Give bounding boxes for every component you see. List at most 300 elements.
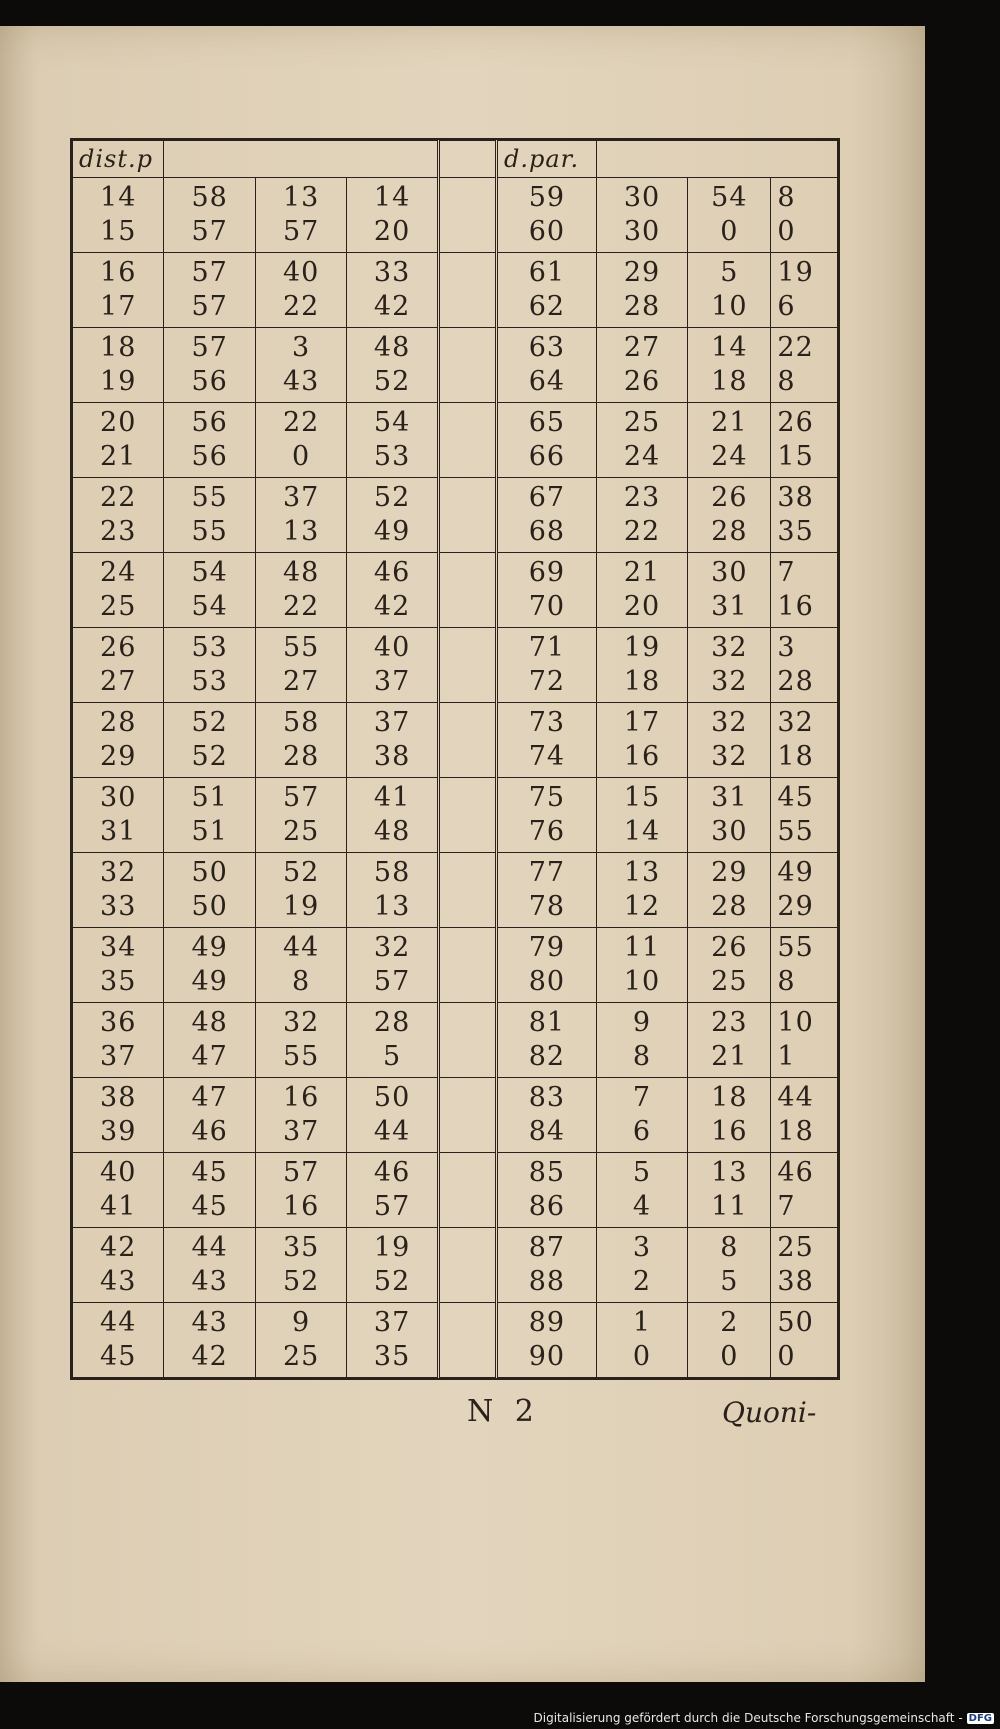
cell-value: 26 bbox=[777, 407, 814, 438]
table-cell bbox=[73, 178, 164, 253]
cell-value: 40 bbox=[282, 257, 320, 288]
header-blank-right bbox=[596, 141, 837, 178]
table-header-row bbox=[73, 141, 838, 178]
cell-value: 22 bbox=[282, 407, 320, 438]
table-cell bbox=[73, 778, 164, 853]
table-cell bbox=[255, 253, 346, 328]
cell-value: 62 bbox=[528, 291, 566, 322]
table-cell bbox=[164, 178, 255, 253]
cell-value: 26 bbox=[711, 482, 748, 513]
cell-value: 9 bbox=[292, 1307, 311, 1338]
digitization-footer bbox=[534, 1711, 995, 1725]
cell-value: 29 bbox=[777, 891, 814, 922]
table-cell bbox=[347, 778, 438, 853]
cell-value: 16 bbox=[711, 1116, 748, 1147]
cell-value: 31 bbox=[711, 782, 748, 813]
cell-value: 3 bbox=[292, 332, 311, 363]
cell-value: 51 bbox=[191, 816, 228, 847]
cell-value: 50 bbox=[777, 1307, 814, 1338]
cell-value: 19 bbox=[100, 366, 137, 397]
table-cell bbox=[771, 853, 838, 928]
cell-value: 7 bbox=[777, 1191, 796, 1222]
cell-value: 32 bbox=[373, 932, 411, 963]
cell-value: 26 bbox=[711, 932, 748, 963]
cell-value: 24 bbox=[711, 441, 748, 472]
book-page bbox=[0, 26, 925, 1682]
cell-value: 56 bbox=[191, 407, 228, 438]
cell-value: 49 bbox=[777, 857, 814, 888]
cell-value: 64 bbox=[528, 366, 566, 397]
table-cell bbox=[347, 628, 438, 703]
cell-value: 11 bbox=[711, 1191, 748, 1222]
astronomical-table bbox=[70, 138, 840, 1380]
cell-value: 71 bbox=[528, 632, 566, 663]
cell-value: 57 bbox=[191, 216, 228, 247]
cell-value: 20 bbox=[100, 407, 137, 438]
cell-value: 52 bbox=[191, 707, 228, 738]
cell-value: 16 bbox=[282, 1191, 320, 1222]
cell-value: 54 bbox=[711, 182, 748, 213]
table-cell bbox=[164, 403, 255, 478]
table-cell bbox=[164, 1228, 255, 1303]
cell-value: 83 bbox=[528, 1082, 566, 1113]
cell-value: 21 bbox=[711, 1041, 748, 1072]
table-cell bbox=[255, 853, 346, 928]
table-cell bbox=[497, 253, 597, 328]
table-cell bbox=[73, 1303, 164, 1378]
table-cell bbox=[347, 553, 438, 628]
cell-value: 61 bbox=[528, 257, 566, 288]
cell-value: 30 bbox=[711, 816, 748, 847]
table-cell bbox=[497, 853, 597, 928]
cell-value: 52 bbox=[373, 366, 411, 397]
cell-value: 44 bbox=[191, 1232, 228, 1263]
table-cell bbox=[497, 1003, 597, 1078]
gap-cell bbox=[438, 403, 496, 478]
table-row bbox=[73, 1153, 838, 1228]
cell-value: 19 bbox=[373, 1232, 411, 1263]
cell-value: 70 bbox=[528, 591, 566, 622]
cell-value: 46 bbox=[777, 1157, 814, 1188]
cell-value: 55 bbox=[191, 482, 228, 513]
table-cell bbox=[347, 403, 438, 478]
table-cell bbox=[255, 553, 346, 628]
signature-mark: N 2 bbox=[467, 1394, 540, 1429]
cell-value: 20 bbox=[623, 591, 661, 622]
cell-value: 35 bbox=[777, 516, 814, 547]
table-cell bbox=[497, 1228, 597, 1303]
cell-value: 7 bbox=[777, 557, 796, 588]
table-cell bbox=[596, 853, 687, 928]
cell-value: 53 bbox=[191, 632, 228, 663]
cell-value: 0 bbox=[292, 441, 311, 472]
cell-value: 0 bbox=[777, 1341, 796, 1372]
cell-value: 16 bbox=[623, 741, 661, 772]
cell-value: 46 bbox=[373, 557, 411, 588]
table-row bbox=[73, 328, 838, 403]
cell-value: 29 bbox=[100, 741, 137, 772]
table-cell bbox=[497, 553, 597, 628]
table-cell bbox=[497, 478, 597, 553]
cell-value: 41 bbox=[373, 782, 411, 813]
table-cell bbox=[347, 1078, 438, 1153]
cell-value: 3 bbox=[777, 632, 796, 663]
table-cell bbox=[497, 178, 597, 253]
cell-value: 25 bbox=[711, 966, 748, 997]
table-cell bbox=[164, 928, 255, 1003]
cell-value: 68 bbox=[528, 516, 566, 547]
cell-value: 22 bbox=[623, 516, 661, 547]
table-cell bbox=[771, 628, 838, 703]
cell-value: 14 bbox=[100, 182, 137, 213]
table-cell bbox=[596, 178, 687, 253]
cell-value: 52 bbox=[282, 1266, 320, 1297]
cell-value: 32 bbox=[711, 707, 748, 738]
cell-value: 29 bbox=[711, 857, 748, 888]
table-row bbox=[73, 478, 838, 553]
cell-value: 74 bbox=[528, 741, 566, 772]
cell-value: 57 bbox=[191, 291, 228, 322]
table-cell bbox=[688, 553, 771, 628]
table-row bbox=[73, 403, 838, 478]
gap-cell bbox=[438, 253, 496, 328]
cell-value: 46 bbox=[373, 1157, 411, 1188]
cell-value: 28 bbox=[711, 516, 748, 547]
table-cell bbox=[771, 703, 838, 778]
table-cell bbox=[596, 928, 687, 1003]
table-cell bbox=[255, 328, 346, 403]
table-cell bbox=[347, 853, 438, 928]
table-cell bbox=[255, 1003, 346, 1078]
gap-cell bbox=[438, 1078, 496, 1153]
table-cell bbox=[164, 1303, 255, 1378]
cell-value: 15 bbox=[777, 441, 814, 472]
table-cell bbox=[771, 778, 838, 853]
cell-value: 21 bbox=[100, 441, 137, 472]
cell-value: 7 bbox=[632, 1082, 652, 1113]
cell-value: 89 bbox=[528, 1307, 566, 1338]
cell-value: 29 bbox=[623, 257, 661, 288]
table-cell bbox=[347, 1003, 438, 1078]
table-cell bbox=[164, 253, 255, 328]
table-cell bbox=[596, 1303, 687, 1378]
cell-value: 50 bbox=[191, 891, 228, 922]
cell-value: 44 bbox=[373, 1116, 411, 1147]
cell-value: 12 bbox=[623, 891, 661, 922]
table-row bbox=[73, 853, 838, 928]
table-cell bbox=[347, 328, 438, 403]
cell-value: 40 bbox=[100, 1157, 137, 1188]
cell-value: 18 bbox=[711, 1082, 748, 1113]
cell-value: 26 bbox=[623, 366, 661, 397]
table-cell bbox=[771, 553, 838, 628]
table-cell bbox=[73, 1228, 164, 1303]
cell-value: 27 bbox=[282, 666, 320, 697]
cell-value: 78 bbox=[528, 891, 566, 922]
table-cell bbox=[771, 478, 838, 553]
table-cell bbox=[688, 853, 771, 928]
table-cell bbox=[688, 478, 771, 553]
gap-cell bbox=[438, 478, 496, 553]
table-cell bbox=[688, 178, 771, 253]
cell-value: 50 bbox=[191, 857, 228, 888]
table-cell bbox=[771, 928, 838, 1003]
cell-value: 25 bbox=[100, 591, 137, 622]
table-cell bbox=[255, 1153, 346, 1228]
cell-value: 37 bbox=[373, 1307, 411, 1338]
cell-value: 15 bbox=[623, 782, 661, 813]
cell-value: 65 bbox=[528, 407, 566, 438]
table-cell bbox=[497, 403, 597, 478]
cell-value: 53 bbox=[373, 441, 411, 472]
cell-value: 23 bbox=[711, 1007, 748, 1038]
table-cell bbox=[73, 328, 164, 403]
table-cell bbox=[497, 628, 597, 703]
dfg-logo: DFG bbox=[968, 1712, 992, 1724]
gap-cell bbox=[438, 328, 496, 403]
cell-value: 33 bbox=[373, 257, 411, 288]
table-cell bbox=[688, 1153, 771, 1228]
cell-value: 13 bbox=[282, 182, 320, 213]
cell-value: 8 bbox=[292, 966, 311, 997]
cell-value: 17 bbox=[100, 291, 137, 322]
cell-value: 0 bbox=[777, 216, 796, 247]
cell-value: 8 bbox=[777, 366, 796, 397]
table-cell bbox=[497, 703, 597, 778]
cell-value: 19 bbox=[282, 891, 320, 922]
table-row bbox=[73, 1228, 838, 1303]
table-row bbox=[73, 1003, 838, 1078]
cell-value: 2 bbox=[720, 1307, 739, 1338]
table-row bbox=[73, 778, 838, 853]
cell-value: 16 bbox=[777, 591, 814, 622]
cell-value: 22 bbox=[100, 482, 137, 513]
cell-value: 5 bbox=[720, 257, 739, 288]
table-cell bbox=[164, 478, 255, 553]
cell-value: 45 bbox=[100, 1341, 137, 1372]
cell-value: 4 bbox=[632, 1191, 652, 1222]
cell-value: 26 bbox=[100, 632, 137, 663]
cell-value: 22 bbox=[777, 332, 814, 363]
cell-value: 84 bbox=[528, 1116, 566, 1147]
cell-value: 57 bbox=[373, 966, 411, 997]
gap-cell bbox=[438, 1303, 496, 1378]
cell-value: 25 bbox=[623, 407, 661, 438]
cell-value: 3 bbox=[632, 1232, 652, 1263]
table-cell bbox=[164, 778, 255, 853]
cell-value: 57 bbox=[282, 1157, 320, 1188]
cell-value: 27 bbox=[100, 666, 137, 697]
cell-value: 9 bbox=[632, 1007, 652, 1038]
cell-value: 8 bbox=[632, 1041, 652, 1072]
cell-value: 77 bbox=[528, 857, 566, 888]
cell-value: 37 bbox=[373, 707, 411, 738]
table-cell bbox=[771, 328, 838, 403]
cell-value: 0 bbox=[632, 1341, 652, 1372]
table-cell bbox=[347, 1228, 438, 1303]
cell-value: 59 bbox=[528, 182, 566, 213]
cell-value: 19 bbox=[623, 632, 661, 663]
table-cell bbox=[688, 1228, 771, 1303]
cell-value: 10 bbox=[777, 1007, 814, 1038]
cell-value: 32 bbox=[711, 666, 748, 697]
cell-value: 37 bbox=[282, 1116, 320, 1147]
table-cell bbox=[347, 478, 438, 553]
cell-value: 13 bbox=[623, 857, 661, 888]
cell-value: 31 bbox=[100, 816, 137, 847]
table-cell bbox=[497, 1078, 597, 1153]
table-row bbox=[73, 253, 838, 328]
cell-value: 43 bbox=[100, 1266, 137, 1297]
cell-value: 28 bbox=[282, 741, 320, 772]
table-cell bbox=[688, 253, 771, 328]
table-cell bbox=[596, 1153, 687, 1228]
cell-value: 38 bbox=[777, 1266, 814, 1297]
cell-value: 22 bbox=[282, 591, 320, 622]
table-cell bbox=[688, 328, 771, 403]
cell-value: 43 bbox=[191, 1266, 228, 1297]
cell-value: 32 bbox=[100, 857, 137, 888]
cell-value: 5 bbox=[632, 1157, 652, 1188]
table-cell bbox=[164, 1003, 255, 1078]
cell-value: 85 bbox=[528, 1157, 566, 1188]
cell-value: 32 bbox=[282, 1007, 320, 1038]
cell-value: 55 bbox=[777, 932, 814, 963]
cell-value: 72 bbox=[528, 666, 566, 697]
table-cell bbox=[73, 703, 164, 778]
table-cell bbox=[688, 1003, 771, 1078]
cell-value: 30 bbox=[711, 557, 748, 588]
table-cell bbox=[688, 703, 771, 778]
cell-value: 53 bbox=[191, 666, 228, 697]
footer-text: Digitalisierung gefördert durch die Deutsche Forschungsgemeinschaft - bbox=[533, 1711, 963, 1725]
cell-value: 20 bbox=[373, 216, 411, 247]
gap-cell bbox=[438, 703, 496, 778]
cell-value: 56 bbox=[191, 441, 228, 472]
table-cell bbox=[688, 778, 771, 853]
cell-value: 46 bbox=[191, 1116, 228, 1147]
cell-value: 35 bbox=[100, 966, 137, 997]
table-row bbox=[73, 928, 838, 1003]
table-row bbox=[73, 703, 838, 778]
table-cell bbox=[497, 928, 597, 1003]
cell-value: 87 bbox=[528, 1232, 566, 1263]
table-cell bbox=[688, 628, 771, 703]
cell-value: 36 bbox=[100, 1007, 137, 1038]
cell-value: 18 bbox=[100, 332, 137, 363]
cell-value: 5 bbox=[382, 1041, 402, 1072]
gap-cell bbox=[438, 778, 496, 853]
cell-value: 2 bbox=[632, 1266, 652, 1297]
cell-value: 6 bbox=[777, 291, 796, 322]
cell-value: 18 bbox=[777, 1116, 814, 1147]
table-row bbox=[73, 178, 838, 253]
cell-value: 32 bbox=[711, 632, 748, 663]
cell-value: 37 bbox=[100, 1041, 137, 1072]
gap-cell bbox=[438, 628, 496, 703]
table-cell bbox=[164, 1153, 255, 1228]
cell-value: 52 bbox=[373, 482, 411, 513]
cell-value: 52 bbox=[191, 741, 228, 772]
gap-cell bbox=[438, 1003, 496, 1078]
cell-value: 58 bbox=[191, 182, 228, 213]
cell-value: 23 bbox=[100, 516, 137, 547]
table-cell bbox=[73, 553, 164, 628]
table-cell bbox=[596, 628, 687, 703]
cell-value: 38 bbox=[777, 482, 814, 513]
cell-value: 54 bbox=[191, 591, 228, 622]
catchword: Quoni- bbox=[722, 1396, 817, 1429]
table-cell bbox=[771, 253, 838, 328]
cell-value: 13 bbox=[373, 891, 411, 922]
cell-value: 40 bbox=[373, 632, 411, 663]
cell-value: 28 bbox=[623, 291, 661, 322]
table-cell bbox=[596, 253, 687, 328]
table-cell bbox=[771, 1003, 838, 1078]
cell-value: 47 bbox=[191, 1082, 228, 1113]
cell-value: 14 bbox=[373, 182, 411, 213]
cell-value: 8 bbox=[777, 966, 796, 997]
cell-value: 90 bbox=[528, 1341, 566, 1372]
table-cell bbox=[73, 253, 164, 328]
cell-value: 5 bbox=[720, 1266, 739, 1297]
table-cell bbox=[596, 778, 687, 853]
cell-value: 37 bbox=[282, 482, 320, 513]
cell-value: 30 bbox=[623, 182, 661, 213]
table-cell bbox=[73, 628, 164, 703]
table-cell bbox=[596, 553, 687, 628]
gap-cell bbox=[438, 928, 496, 1003]
header-dist-label: dist.p bbox=[73, 141, 164, 178]
table-cell bbox=[596, 1078, 687, 1153]
cell-value: 42 bbox=[100, 1232, 137, 1263]
cell-value: 57 bbox=[373, 1191, 411, 1222]
cell-value: 76 bbox=[528, 816, 566, 847]
cell-value: 33 bbox=[100, 891, 137, 922]
table-row bbox=[73, 553, 838, 628]
cell-value: 35 bbox=[373, 1341, 411, 1372]
cell-value: 34 bbox=[100, 932, 137, 963]
header-gap bbox=[438, 141, 496, 178]
cell-value: 10 bbox=[623, 966, 661, 997]
cell-value: 57 bbox=[282, 782, 320, 813]
table-cell bbox=[73, 1153, 164, 1228]
gap-cell bbox=[438, 853, 496, 928]
cell-value: 39 bbox=[100, 1116, 137, 1147]
cell-value: 24 bbox=[100, 557, 137, 588]
cell-value: 31 bbox=[711, 591, 748, 622]
cell-value: 21 bbox=[711, 407, 748, 438]
table-cell bbox=[771, 403, 838, 478]
cell-value: 13 bbox=[282, 516, 320, 547]
header-dpar-label: d.par. bbox=[497, 141, 597, 178]
table-cell bbox=[596, 328, 687, 403]
cell-value: 67 bbox=[528, 482, 566, 513]
cell-value: 63 bbox=[528, 332, 566, 363]
cell-value: 88 bbox=[528, 1266, 566, 1297]
cell-value: 54 bbox=[373, 407, 411, 438]
table-cell bbox=[596, 1003, 687, 1078]
table-cell bbox=[73, 403, 164, 478]
table-cell bbox=[73, 478, 164, 553]
cell-value: 0 bbox=[720, 216, 739, 247]
table-cell bbox=[596, 1228, 687, 1303]
cell-value: 6 bbox=[632, 1116, 652, 1147]
cell-value: 45 bbox=[191, 1157, 228, 1188]
cell-value: 0 bbox=[720, 1341, 739, 1372]
gap-cell bbox=[438, 1228, 496, 1303]
cell-value: 38 bbox=[100, 1082, 137, 1113]
